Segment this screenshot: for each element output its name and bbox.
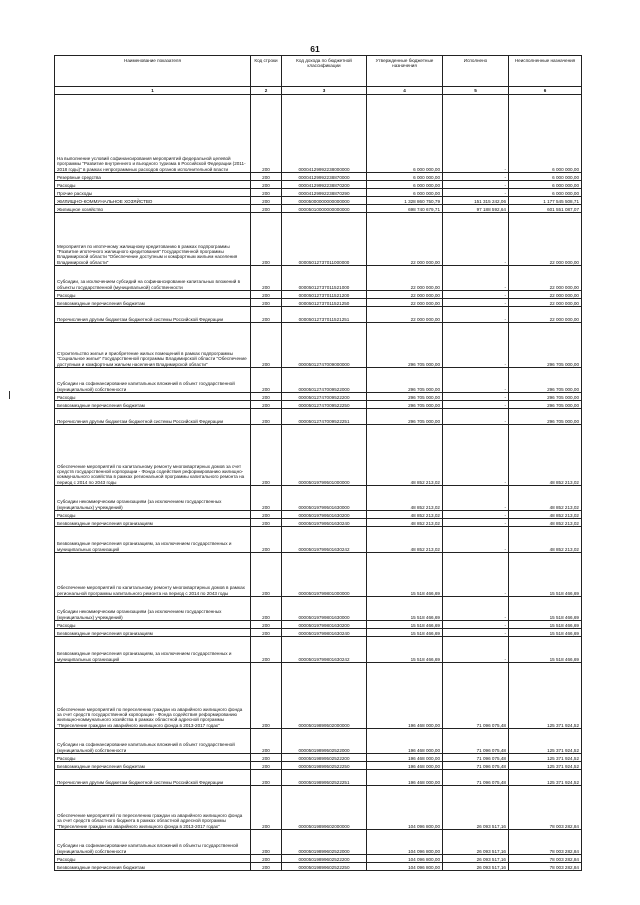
row-classification-code: 00005012737011521251 [282,307,367,323]
row-approved-amount: 22 000 000,00 [367,213,443,266]
row-approved-amount: 196 468 000,00 [367,663,443,729]
row-executed-amount: - [443,637,509,663]
row-classification-code: 00005012747009522250 [282,401,367,409]
table-row [55,368,582,393]
column-number-row [55,87,582,95]
row-remaining-amount: 15 518 466,69 [509,621,582,629]
row-remaining-amount: 296 705 000,00 [509,368,582,393]
table-row [55,205,582,213]
row-classification-code: 00005012747009000000 [282,323,367,368]
table-row [55,189,582,197]
row-approved-amount: 698 740 679,71 [367,205,443,213]
row-approved-amount: 6 000 000,00 [367,189,443,197]
row-remaining-amount: 601 551 087,07 [509,205,582,213]
column-number: 3 [282,87,367,95]
row-indicator-name: Перечисления другим бюджетам бюджетной системы Российской Федерации [55,307,251,323]
row-approved-amount: 48 852 213,02 [367,519,443,527]
row-classification-code: 00005019799501630242 [282,527,367,553]
page-number: 61 [310,44,320,54]
row-approved-amount: 22 000 000,00 [367,266,443,291]
row-approved-amount: 104 096 800,00 [367,855,443,863]
row-remaining-amount: 6 000 000,00 [509,189,582,197]
row-executed-amount: - [443,266,509,291]
row-remaining-amount: 48 852 213,02 [509,425,582,486]
row-classification-code: 00005019899502522250 [282,762,367,770]
row-line-code: 200 [251,519,282,527]
row-executed-amount: 26 093 517,16 [443,786,509,830]
row-line-code: 200 [251,307,282,323]
row-remaining-amount: 48 852 213,02 [509,519,582,527]
row-executed-amount: - [443,527,509,553]
row-line-code: 200 [251,291,282,299]
row-executed-amount: - [443,553,509,597]
row-line-code: 200 [251,409,282,425]
row-indicator-name: Расходы [55,855,251,863]
row-classification-code: 00005019799801630000 [282,597,367,621]
row-indicator-name: Расходы [55,181,251,189]
row-remaining-amount: 78 003 282,84 [509,786,582,830]
row-indicator-name: Безвозмездные перечисления организациям [55,629,251,637]
row-remaining-amount: 296 705 000,00 [509,401,582,409]
row-remaining-amount: 1 177 545 508,71 [509,197,582,205]
table-row [55,323,582,368]
row-indicator-name: Субсидии на софинансирование капитальных вложений в объект государственной (муниципальной) собственности [55,368,251,393]
row-indicator-name: Безвозмездные перечисления организациям, за исключением государственных и муниципальных организаций [55,527,251,553]
row-approved-amount: 6 000 000,00 [367,95,443,173]
table-row [55,729,582,754]
row-classification-code: 00005012747009522200 [282,393,367,401]
row-executed-amount: - [443,213,509,266]
row-line-code: 200 [251,621,282,629]
table-row [55,266,582,291]
row-executed-amount: 26 093 517,16 [443,855,509,863]
table-row [55,863,582,871]
row-remaining-amount: 78 003 282,84 [509,863,582,871]
row-remaining-amount: 22 000 000,00 [509,299,582,307]
table-row [55,197,582,205]
row-executed-amount: - [443,425,509,486]
row-indicator-name: Перечисления другим бюджетам бюджетной системы Российской Федерации [55,770,251,786]
row-classification-code: 00005012747009522251 [282,409,367,425]
row-line-code: 200 [251,299,282,307]
table-row [55,637,582,663]
row-classification-code: 00005019799801630240 [282,629,367,637]
row-line-code: 200 [251,830,282,855]
row-approved-amount: 22 000 000,00 [367,291,443,299]
row-remaining-amount: 22 000 000,00 [509,266,582,291]
row-indicator-name: Безвозмездные перечисления бюджетам [55,762,251,770]
row-classification-code: 00005019799501000000 [282,425,367,486]
row-remaining-amount: 22 000 000,00 [509,307,582,323]
row-line-code: 200 [251,213,282,266]
row-indicator-name: Жилищное хозяйство [55,205,251,213]
row-remaining-amount: 15 518 466,69 [509,597,582,621]
row-approved-amount: 196 468 000,00 [367,762,443,770]
row-approved-amount: 6 000 000,00 [367,173,443,181]
row-classification-code: 00005019899602000000 [282,786,367,830]
table-row [55,553,582,597]
row-approved-amount: 296 705 000,00 [367,409,443,425]
table-row [55,307,582,323]
row-classification-code: 00005019899602522200 [282,855,367,863]
row-indicator-name: Субсидии, за исключением субсидий на софинансирование капитальных вложений в объекты государственной (муниципальной) собственности [55,266,251,291]
column-number: 6 [509,87,582,95]
row-indicator-name: Обеспечение мероприятий по переселению граждан из аварийного жилищного фонда за счет средств государственной корпорации - Фонда содействия реформированию жилищно-коммунального хозяйства в рамках областной адресной программы "Переселение граждан из аварийного жилищного фонда в 2013-2017 годах" [55,663,251,729]
row-executed-amount: - [443,181,509,189]
row-indicator-name: Субсидии некоммерческим организациям (за исключением государственных (муниципальных) учреждений) [55,486,251,511]
row-indicator-name: На выполнение условий софинансирования мероприятий федеральной целевой программы "Развитие внутреннего и въездного туризма в Российской Федерации (2011-2018 годы)" в рамках непрограммных расходов органов исполнительной власти [55,95,251,173]
row-executed-amount: - [443,409,509,425]
table-row [55,663,582,729]
row-executed-amount: 71 096 075,48 [443,729,509,754]
row-classification-code: 00005012737011521000 [282,266,367,291]
table-row [55,754,582,762]
row-executed-amount: 71 096 075,48 [443,762,509,770]
row-remaining-amount: 48 852 213,02 [509,527,582,553]
row-indicator-name: Расходы [55,291,251,299]
row-classification-code: 00005010000000000000 [282,205,367,213]
row-indicator-name: Безвозмездные перечисления бюджетам [55,299,251,307]
row-line-code: 200 [251,425,282,486]
row-remaining-amount: 15 518 466,69 [509,637,582,663]
row-executed-amount: 151 315 242,06 [443,197,509,205]
row-line-code: 200 [251,393,282,401]
row-remaining-amount: 296 705 000,00 [509,393,582,401]
table-row [55,629,582,637]
row-remaining-amount: 78 003 282,84 [509,855,582,863]
row-executed-amount: - [443,401,509,409]
row-indicator-name: Обеспечение мероприятий по переселению граждан из аварийного жилищного фонда за счет средств областного бюджета в рамках областной адресной программы "Переселение граждан из аварийного жилищного фонда в 2013-2017 годах" [55,786,251,830]
column-number: 5 [443,87,509,95]
row-indicator-name: Обеспечение мероприятий по капитальному ремонту многоквартирных домов за счет средств государственной корпорации - Фонда содействия реформированию жилищно-коммунального хозяйства в рамках региональной программы капитального ремонта на период с 2014 по 2043 годы [55,425,251,486]
row-classification-code: 00005019799501630200 [282,511,367,519]
row-classification-code: 00005019899502000000 [282,663,367,729]
row-remaining-amount: 125 371 924,52 [509,754,582,762]
row-approved-amount: 104 096 800,00 [367,863,443,871]
header-line-code: Код строки [251,56,282,87]
row-line-code: 200 [251,181,282,189]
row-approved-amount: 48 852 213,02 [367,511,443,519]
row-remaining-amount: 125 371 924,52 [509,729,582,754]
row-remaining-amount: 78 003 282,84 [509,830,582,855]
table-row [55,425,582,486]
row-line-code: 200 [251,729,282,754]
row-executed-amount: - [443,323,509,368]
table-row [55,830,582,855]
row-executed-amount: - [443,519,509,527]
row-line-code: 200 [251,511,282,519]
row-classification-code: 00004129992238870200 [282,181,367,189]
row-classification-code: 00005019899502522000 [282,729,367,754]
table-body [55,95,582,871]
row-indicator-name: Строительство жилья и приобретение жилых помещений в рамках подпрограммы "Социальное жилье" Государственной программы Владимирской области "Обеспечение доступным и комфортным жильем населения Владимирской области" [55,323,251,368]
row-approved-amount: 15 518 466,69 [367,637,443,663]
table-row [55,393,582,401]
row-line-code: 200 [251,770,282,786]
row-indicator-name: Расходы [55,393,251,401]
row-line-code: 200 [251,95,282,173]
row-indicator-name: Безвозмездные перечисления бюджетам [55,863,251,871]
table-row [55,770,582,786]
row-approved-amount: 15 518 466,69 [367,621,443,629]
row-remaining-amount: 6 000 000,00 [509,95,582,173]
row-executed-amount: - [443,511,509,519]
row-approved-amount: 15 518 466,69 [367,553,443,597]
row-classification-code: 00004129992238000000 [282,95,367,173]
row-indicator-name: Безвозмездные перечисления организациям [55,519,251,527]
row-indicator-name: Расходы [55,511,251,519]
row-classification-code: 00004129992238870290 [282,189,367,197]
row-approved-amount: 15 518 466,69 [367,597,443,621]
row-classification-code: 00005012737011521200 [282,291,367,299]
row-remaining-amount: 125 371 924,52 [509,762,582,770]
row-executed-amount: 71 096 075,48 [443,754,509,762]
row-approved-amount: 196 468 000,00 [367,754,443,762]
row-remaining-amount: 15 518 466,69 [509,553,582,597]
row-remaining-amount: 296 705 000,00 [509,409,582,425]
row-indicator-name: Перечисления другим бюджетам бюджетной системы Российской Федерации [55,409,251,425]
table-row [55,621,582,629]
row-line-code: 200 [251,597,282,621]
header-indicator-name: Наименование показателя [55,56,251,87]
header-remaining: Неисполненные назначения [509,56,582,87]
table-row [55,95,582,173]
row-executed-amount: - [443,368,509,393]
row-classification-code: 00005019899602522250 [282,863,367,871]
row-executed-amount: 26 093 517,16 [443,830,509,855]
table-row [55,527,582,553]
row-line-code: 200 [251,205,282,213]
row-remaining-amount: 6 000 000,00 [509,181,582,189]
row-remaining-amount: 125 371 924,52 [509,663,582,729]
table-row [55,173,582,181]
table-row [55,486,582,511]
budget-execution-table [54,55,582,871]
row-executed-amount: - [443,621,509,629]
row-indicator-name: Расходы [55,621,251,629]
row-line-code: 200 [251,629,282,637]
row-executed-amount: 97 188 592,64 [443,205,509,213]
row-approved-amount: 22 000 000,00 [367,299,443,307]
row-classification-code: 00005019799501630240 [282,519,367,527]
row-line-code: 200 [251,323,282,368]
row-line-code: 200 [251,486,282,511]
table-row [55,519,582,527]
row-classification-code: 00005000000000000000 [282,197,367,205]
row-executed-amount: - [443,629,509,637]
row-line-code: 200 [251,527,282,553]
table-row [55,401,582,409]
table-row [55,409,582,425]
row-approved-amount: 196 468 000,00 [367,770,443,786]
row-approved-amount: 22 000 000,00 [367,307,443,323]
row-approved-amount: 15 518 466,69 [367,629,443,637]
table-row [55,855,582,863]
header-executed: Исполнено [443,56,509,87]
row-classification-code: 00005012737011000000 [282,213,367,266]
row-line-code: 200 [251,855,282,863]
column-number: 1 [55,87,251,95]
scan-margin-mark [9,391,10,399]
row-executed-amount: 26 093 517,16 [443,863,509,871]
row-remaining-amount: 48 852 213,02 [509,511,582,519]
row-remaining-amount: 125 371 924,52 [509,770,582,786]
row-line-code: 200 [251,553,282,597]
header-classification-code: Код дохода по бюджетной классификации [282,56,367,87]
row-remaining-amount: 22 000 000,00 [509,291,582,299]
table-row [55,511,582,519]
row-classification-code: 00004129992238870000 [282,173,367,181]
row-executed-amount: - [443,299,509,307]
row-line-code: 200 [251,754,282,762]
row-remaining-amount: 22 000 000,00 [509,213,582,266]
row-line-code: 200 [251,663,282,729]
row-remaining-amount: 296 705 000,00 [509,323,582,368]
table-row [55,291,582,299]
row-remaining-amount: 15 518 466,69 [509,629,582,637]
table-row [55,786,582,830]
table-row [55,762,582,770]
row-approved-amount: 296 705 000,00 [367,401,443,409]
row-remaining-amount: 48 852 213,02 [509,486,582,511]
row-classification-code: 00005019899602522000 [282,830,367,855]
row-indicator-name: Мероприятия по ипотечному жилищному кредитованию в рамках подпрограммы "Развитие ипотечного жилищного кредитования" Государственной программы Владимирской области "Обеспечение доступным и комфортным жильем населения Владимирской области" [55,213,251,266]
header-row [55,56,582,87]
row-line-code: 200 [251,863,282,871]
row-approved-amount: 48 852 213,02 [367,486,443,511]
row-executed-amount: - [443,189,509,197]
row-classification-code: 00005012747009522000 [282,368,367,393]
row-line-code: 200 [251,197,282,205]
row-indicator-name: Субсидии на софинансирование капитальных вложений в объекты государственной (муниципальной) собственности [55,830,251,855]
row-indicator-name: Резервные средства [55,173,251,181]
row-line-code: 200 [251,637,282,663]
row-indicator-name: Безвозмездные перечисления организациям, за исключением государственных и муниципальных организаций [55,637,251,663]
row-indicator-name: Расходы [55,754,251,762]
row-approved-amount: 48 852 213,02 [367,425,443,486]
row-classification-code: 00005019799801630200 [282,621,367,629]
row-line-code: 200 [251,401,282,409]
row-indicator-name: ЖИЛИЩНО-КОММУНАЛЬНОЕ ХОЗЯЙСТВО [55,197,251,205]
row-executed-amount: - [443,95,509,173]
row-executed-amount: 71 096 075,48 [443,770,509,786]
table-row [55,299,582,307]
row-indicator-name: Безвозмездные перечисления бюджетам [55,401,251,409]
row-line-code: 200 [251,762,282,770]
table-row [55,213,582,266]
column-number: 4 [367,87,443,95]
row-approved-amount: 196 468 000,00 [367,729,443,754]
row-remaining-amount: 6 000 000,00 [509,173,582,181]
row-classification-code: 00005019799801630242 [282,637,367,663]
row-indicator-name: Прочие расходы [55,189,251,197]
row-approved-amount: 104 096 800,00 [367,786,443,830]
row-approved-amount: 6 000 000,00 [367,181,443,189]
table-row [55,181,582,189]
row-approved-amount: 1 328 860 750,79 [367,197,443,205]
row-approved-amount: 48 852 213,02 [367,527,443,553]
row-classification-code: 00005019899502522200 [282,754,367,762]
row-executed-amount: - [443,393,509,401]
column-number: 2 [251,87,282,95]
row-line-code: 200 [251,173,282,181]
row-line-code: 200 [251,368,282,393]
row-indicator-name: Субсидии на софинансирование капитальных вложений в объект государственной (муниципальной) собственности [55,729,251,754]
row-line-code: 200 [251,189,282,197]
row-executed-amount: 71 096 075,48 [443,663,509,729]
row-classification-code: 00005019899502522251 [282,770,367,786]
row-approved-amount: 296 705 000,00 [367,323,443,368]
row-executed-amount: - [443,486,509,511]
row-approved-amount: 296 705 000,00 [367,393,443,401]
row-indicator-name: Субсидии некоммерческим организациям (за исключением государственных (муниципальных) учреждений) [55,597,251,621]
header-approved: Утвержденные бюджетные назначения [367,56,443,87]
row-classification-code: 00005019799801000000 [282,553,367,597]
row-line-code: 200 [251,266,282,291]
row-indicator-name: Обеспечение мероприятий по капитальному ремонту многоквартирных домов в рамках региональной программы капитального ремонта на период с 2014 по 2043 годы [55,553,251,597]
row-executed-amount: - [443,597,509,621]
row-line-code: 200 [251,786,282,830]
row-approved-amount: 104 096 800,00 [367,830,443,855]
row-classification-code: 00005012737011521250 [282,299,367,307]
row-executed-amount: - [443,291,509,299]
row-executed-amount: - [443,173,509,181]
row-executed-amount: - [443,307,509,323]
row-classification-code: 00005019799501630000 [282,486,367,511]
table-row [55,597,582,621]
row-approved-amount: 296 705 000,00 [367,368,443,393]
